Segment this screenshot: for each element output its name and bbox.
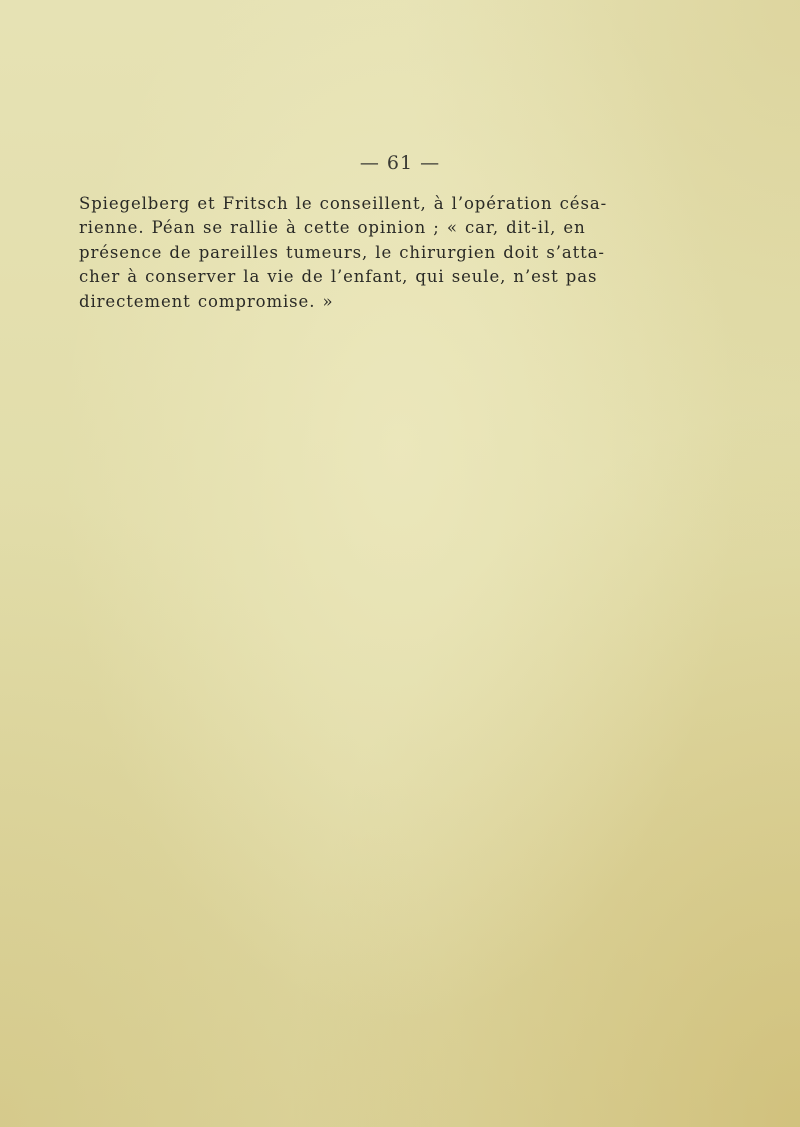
paragraph-line: Spiegelberg et Fritsch le conseillent, à l’opération césa- (79, 194, 608, 213)
body-paragraph (79, 192, 608, 314)
page-number: — 61 — (359, 152, 441, 174)
paragraph-line: cher à conserver la vie de l’enfant, qui seule, n’est pas (79, 267, 598, 287)
paragraph-line: rienne. Péan se rallie à cette opinion ; « car, dit-il, en (79, 218, 586, 238)
paragraph-line: présence de pareilles tumeurs, le chirurgien doit s’atta- (79, 242, 605, 262)
paragraph-line: directement compromise. » (79, 291, 334, 311)
